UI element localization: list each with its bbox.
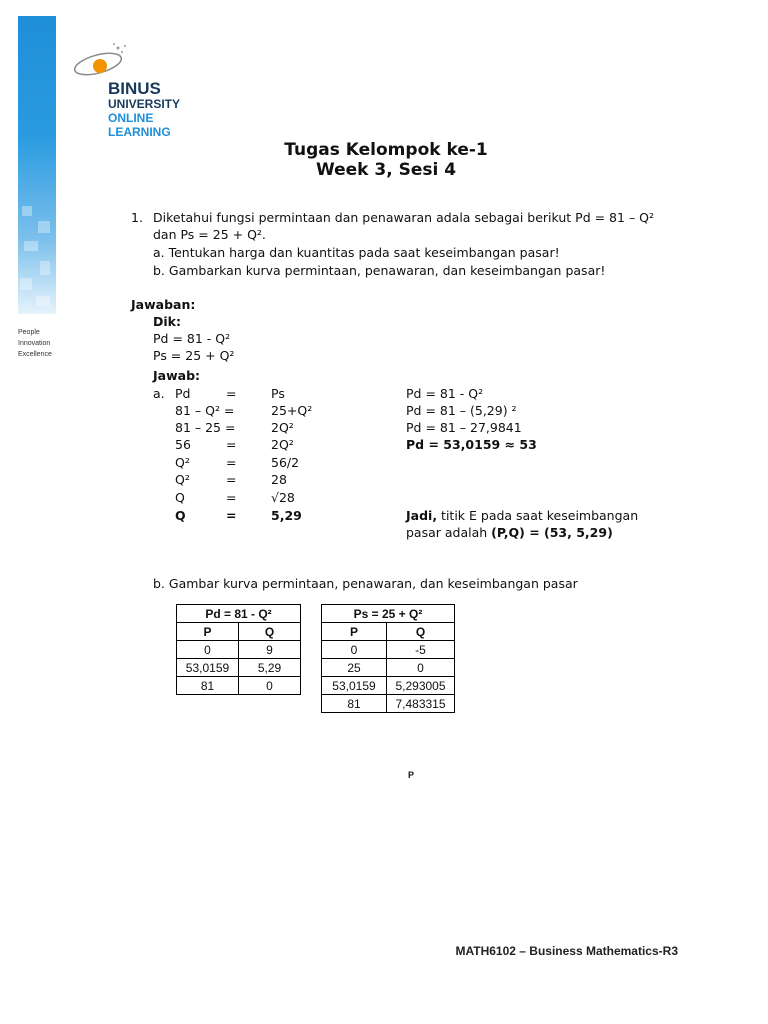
step-eq: = [226,455,237,470]
conclusion-line2: pasar adalah (P,Q) = (53, 5,29) [406,525,613,540]
table-demand [176,604,301,695]
step-eq: = [226,472,237,487]
page-title-line1: Tugas Kelompok ke-1 [284,140,488,160]
pd-calc-line: Pd = 81 – 27,9841 [406,420,522,435]
table-row: 81 0 [177,677,301,695]
logo-tagline: People Innovation Excellence [18,329,52,358]
step-left: 81 – 25 = [175,420,236,435]
page-title-line2: Week 3, Sesi 4 [315,160,457,180]
logo-online: ONLINE [108,111,154,125]
table-row: 53,0159 5,29 [177,659,301,677]
table-row: 25 0 [322,659,455,677]
pd-calc-result: Pd = 53,0159 ≈ 53 [406,437,537,452]
answer-ps: Ps = 25 + Q² [153,348,235,363]
table-supply-title: Ps = 25 + Q² [322,605,455,623]
conclusion-line1: Jadi, titik E pada saat keseimbangan [406,508,639,523]
chart-fragment [408,770,468,789]
step-eq: = [226,437,237,452]
question-part-b: b. Gambarkan kurva permintaan, penawaran, dan keseimbangan pasar! [153,263,606,278]
answer-pd: Pd = 81 - Q² [153,331,231,346]
step-right: √28 [271,490,295,505]
step-left: Q² [175,455,190,470]
answer-heading: Jawaban: [131,297,196,312]
step-left-result: Q [175,508,186,523]
table-supply [321,604,455,713]
step-right-result: 5,29 [271,508,302,523]
answer-jawab: Jawab: [153,368,201,383]
step-right: 25+Q² [271,403,313,418]
step-left: Q [175,490,185,505]
step-right: 2Q² [271,437,294,452]
table-header: P [322,623,387,641]
pd-calc-line: Pd = 81 - Q² [406,386,484,401]
table-header: P [177,623,239,641]
question-line2: dan Ps = 25 + Q². [153,227,266,242]
table-header: Q [387,623,455,641]
step-left: Q² [175,472,190,487]
table-row: 81 7,483315 [322,695,455,713]
table-demand-title: Pd = 81 - Q² [177,605,301,623]
step-eq: = [226,386,237,401]
table-row: 0 -5 [322,641,455,659]
answer-a-label: a. [153,386,165,401]
logo-learning: LEARNING [108,125,171,139]
pd-calc-line: Pd = 81 – (5,29) ² [406,403,517,418]
step-eq: = [226,490,237,505]
logo-binus: BINUS [108,79,161,98]
step-right: Ps [271,386,285,401]
table-header: Q [239,623,301,641]
step-left: Pd [175,386,191,401]
table-row: 53,0159 5,293005 [322,677,455,695]
step-right: 56/2 [271,455,300,470]
page-footer: MATH6102 – Business Mathematics-R3 [455,944,678,958]
table-row: 0 9 [177,641,301,659]
question-line1: Diketahui fungsi permintaan dan penawaran adala sebagai berikut Pd = 81 – Q² [153,210,655,225]
step-left: 56 [175,437,191,452]
step-left: 81 – Q² = [175,403,235,418]
question-number: 1. [131,210,143,225]
step-eq-result: = [226,508,237,523]
step-right: 2Q² [271,420,294,435]
binus-logo-mark [70,36,132,84]
step-right: 28 [271,472,287,487]
answer-part-b: b. Gambar kurva permintaan, penawaran, dan keseimbangan pasar [153,576,578,591]
logo-university: UNIVERSITY [108,97,181,111]
answer-dik: Dik: [153,314,181,329]
chart-axis-label: P [408,770,415,780]
question-part-a: a. Tentukan harga dan kuantitas pada saat keseimbangan pasar! [153,245,560,260]
